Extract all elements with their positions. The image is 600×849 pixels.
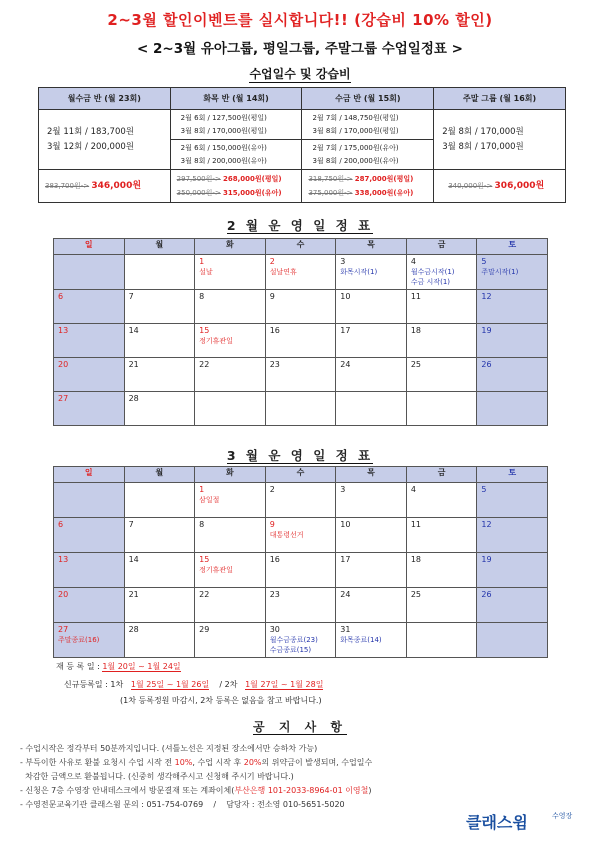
fee-header: 월수금 반 (월 23회) xyxy=(39,88,171,110)
calendar-day xyxy=(54,290,125,324)
calendar-day xyxy=(124,255,195,290)
headline: 2~3월 할인이벤트를 실시합니다!! (강습비 10% 할인) xyxy=(107,11,493,29)
weekday-header: 화 xyxy=(195,467,266,483)
calendar-day xyxy=(265,324,336,358)
calendar-day xyxy=(195,553,266,588)
day-number: 20 xyxy=(58,590,69,599)
day-number: 22 xyxy=(199,360,210,369)
weekday-header: 화 xyxy=(195,239,266,255)
day-number: 20 xyxy=(58,360,69,369)
weekday-header: 월 xyxy=(124,467,195,483)
weekday-header: 수 xyxy=(265,239,336,255)
calendar-day xyxy=(124,324,195,358)
day-number: 1 xyxy=(199,485,205,494)
calendar-day xyxy=(54,588,125,623)
day-number: 10 xyxy=(340,292,351,301)
calendar-day xyxy=(406,518,477,553)
mar-calendar xyxy=(53,466,548,658)
day-number: 23 xyxy=(269,360,280,369)
fee-table xyxy=(38,87,566,203)
day-number: 3 xyxy=(340,257,346,266)
day-event: 삼일절 xyxy=(199,496,220,504)
day-number: 8 xyxy=(199,520,205,529)
day-number: 16 xyxy=(269,555,280,564)
price-cell: 383,700원-> 346,000원 xyxy=(39,170,171,203)
mar-calendar-title: 3 월 운 영 일 정 표 xyxy=(226,448,374,463)
calendar-day xyxy=(336,392,407,426)
day-number: 29 xyxy=(199,625,210,634)
fee-header: 수금 반 (월 15회) xyxy=(302,88,434,110)
calendar-day xyxy=(477,324,548,358)
calendar-week xyxy=(54,553,548,588)
calendar-day xyxy=(195,588,266,623)
weekday-header: 목 xyxy=(336,467,407,483)
day-event: 화목시작(1) xyxy=(340,268,378,276)
feb-calendar xyxy=(53,238,548,426)
day-number: 10 xyxy=(340,520,351,529)
day-event: 월수금시작(1) xyxy=(410,268,455,276)
day-event: 화목종료(14) xyxy=(340,636,382,644)
day-number: 11 xyxy=(410,292,421,301)
day-event: 주말종료(16) xyxy=(58,636,100,644)
day-number: 13 xyxy=(58,326,69,335)
day-number: 28 xyxy=(128,625,139,634)
day-event: 수금종료(15) xyxy=(269,646,312,654)
notice-item: - 부득이한 사유로 환불 요청시 수업 시작 전 10%, 수업 시작 후 20%의 위약금이 발생되며, 수업일수 xyxy=(20,758,373,767)
calendar-day xyxy=(265,358,336,392)
fee-cell: 2월 6회 / 127,500원(평일) 3월 8회 / 170,000원(평일) xyxy=(170,110,302,140)
registration-note: (1차 등록정원 마감시, 2차 등록은 없음을 참고 바랍니다.) xyxy=(120,696,322,705)
day-number: 17 xyxy=(340,326,351,335)
calendar-day xyxy=(54,358,125,392)
day-number: 16 xyxy=(269,326,280,335)
calendar-day xyxy=(336,324,407,358)
fee-header: 주말 그룹 (월 16회) xyxy=(434,88,566,110)
day-number: 27 xyxy=(58,625,69,634)
calendar-day xyxy=(406,255,477,290)
calendar-day xyxy=(265,553,336,588)
calendar-day xyxy=(406,324,477,358)
calendar-day xyxy=(477,553,548,588)
day-number: 12 xyxy=(481,292,492,301)
calendar-day xyxy=(124,588,195,623)
calendar-day xyxy=(336,290,407,324)
calendar-day xyxy=(477,588,548,623)
day-number: 26 xyxy=(481,360,492,369)
calendar-day xyxy=(336,518,407,553)
calendar-week xyxy=(54,392,548,426)
logo: 클래스윔 수영장 xyxy=(466,812,573,832)
calendar-day xyxy=(265,255,336,290)
day-number: 24 xyxy=(340,360,351,369)
calendar-day xyxy=(54,255,125,290)
fee-cell: 2월 7회 / 175,000원(유아) 3월 8회 / 200,000원(유아) xyxy=(302,140,434,170)
calendar-day xyxy=(54,483,125,518)
day-number: 22 xyxy=(199,590,210,599)
calendar-day xyxy=(195,518,266,553)
calendar-day xyxy=(124,623,195,658)
day-event: 수금 시작(1) xyxy=(410,278,451,286)
calendar-day xyxy=(195,290,266,324)
weekday-header: 수 xyxy=(265,467,336,483)
calendar-day xyxy=(265,290,336,324)
calendar-week xyxy=(54,623,548,658)
day-event: 정기휴관일 xyxy=(199,566,233,574)
calendar-day xyxy=(195,392,266,426)
day-number: 7 xyxy=(128,520,134,529)
day-number: 2 xyxy=(269,257,275,266)
day-number: 1 xyxy=(199,257,205,266)
calendar-week xyxy=(54,358,548,392)
calendar-day xyxy=(124,518,195,553)
calendar-week xyxy=(54,290,548,324)
calendar-day xyxy=(477,255,548,290)
calendar-day xyxy=(477,392,548,426)
day-number: 9 xyxy=(269,520,275,529)
notice-item: - 수영전문교육기관 클래스윔 문의 : 051-754-0769 / 담당자 : 전소영 010-5651-5020 xyxy=(20,800,345,809)
calendar-day xyxy=(124,358,195,392)
weekday-header: 금 xyxy=(406,467,477,483)
new-registration: 신규등록일 : 1차 1월 25일 ~ 1월 26일 / 2차 1월 27일 ~ 1월 28일 xyxy=(64,680,324,689)
calendar-day xyxy=(265,588,336,623)
day-number: 2 xyxy=(269,485,275,494)
calendar-week xyxy=(54,324,548,358)
section-title: 수업일수 및 강습비 xyxy=(249,67,351,81)
weekday-header: 월 xyxy=(124,239,195,255)
notice-item: - 신청은 7층 수영장 안내데스크에서 방문결재 또는 계좌이체(부산은행 101-2033-8964-01 이영철) xyxy=(20,786,372,795)
calendar-day xyxy=(406,623,477,658)
fee-header: 화목 반 (월 14회) xyxy=(170,88,302,110)
calendar-day xyxy=(54,518,125,553)
day-number: 24 xyxy=(340,590,351,599)
day-number: 14 xyxy=(128,555,139,564)
day-number: 3 xyxy=(340,485,346,494)
calendar-day xyxy=(195,255,266,290)
day-number: 26 xyxy=(481,590,492,599)
day-number: 12 xyxy=(481,520,492,529)
calendar-day xyxy=(54,553,125,588)
day-number: 18 xyxy=(410,555,421,564)
subtitle: < 2~3월 유아그룹, 평일그룹, 주말그룹 수업일정표 > xyxy=(137,41,463,57)
calendar-day xyxy=(195,358,266,392)
calendar-day xyxy=(124,553,195,588)
calendar-day xyxy=(406,290,477,324)
calendar-day xyxy=(54,623,125,658)
weekday-header: 토 xyxy=(477,467,548,483)
day-number: 11 xyxy=(410,520,421,529)
fee-cell: 2월 11회 / 183,700원 3월 12회 / 200,000원 xyxy=(39,110,171,170)
feb-calendar-title: 2 월 운 영 일 정 표 xyxy=(226,218,374,233)
weekday-header: 토 xyxy=(477,239,548,255)
day-number: 4 xyxy=(410,485,416,494)
day-number: 6 xyxy=(58,292,64,301)
day-number: 31 xyxy=(340,625,351,634)
day-event: 대통령선거 xyxy=(269,531,304,539)
price-cell: 340,000원-> 306,000원 xyxy=(434,170,566,203)
weekday-header: 금 xyxy=(406,239,477,255)
day-number: 23 xyxy=(269,590,280,599)
calendar-day xyxy=(477,483,548,518)
weekday-header: 일 xyxy=(54,239,125,255)
calendar-day xyxy=(406,358,477,392)
calendar-day xyxy=(406,392,477,426)
calendar-day xyxy=(265,518,336,553)
calendar-week xyxy=(54,588,548,623)
calendar-day xyxy=(406,588,477,623)
fee-cell: 2월 6회 / 150,000원(유아) 3월 8회 / 200,000원(유아) xyxy=(170,140,302,170)
day-number: 9 xyxy=(269,292,275,301)
calendar-day xyxy=(195,623,266,658)
price-cell: 297,500원-> 268,000원(평일) 350,000원-> 315,000원(유아) xyxy=(170,170,302,203)
day-number: 30 xyxy=(269,625,280,634)
day-event: 월수금종료(23) xyxy=(269,636,318,644)
day-number: 6 xyxy=(58,520,64,529)
day-number: 13 xyxy=(58,555,69,564)
calendar-day xyxy=(477,623,548,658)
fee-cell: 2월 8회 / 170,000원 3월 8회 / 170,000원 xyxy=(434,110,566,170)
notice-list xyxy=(20,742,580,812)
re-registration: 재 등 록 일 : 1월 20일 ~ 1월 24일 xyxy=(56,662,181,671)
calendar-week xyxy=(54,483,548,518)
calendar-week xyxy=(54,518,548,553)
day-number: 8 xyxy=(199,292,205,301)
day-number: 15 xyxy=(199,555,210,564)
day-number: 19 xyxy=(481,555,492,564)
day-number: 15 xyxy=(199,326,210,335)
day-event: 주말시작(1) xyxy=(481,268,519,276)
day-number: 14 xyxy=(128,326,139,335)
calendar-day xyxy=(477,358,548,392)
day-event: 설날 xyxy=(199,268,213,276)
calendar-day xyxy=(477,290,548,324)
calendar-day xyxy=(336,623,407,658)
notice-item: 차감한 금액으로 환불됩니다. (신중히 생각해주시고 신청해 주시기 바랍니다.) xyxy=(20,772,294,781)
calendar-day xyxy=(406,483,477,518)
calendar-day xyxy=(124,483,195,518)
day-number: 18 xyxy=(410,326,421,335)
calendar-day xyxy=(124,392,195,426)
day-number: 27 xyxy=(58,394,69,403)
day-number: 28 xyxy=(128,394,139,403)
weekday-header: 일 xyxy=(54,467,125,483)
fee-cell: 2월 7회 / 148,750원(평일) 3월 8회 / 170,000원(평일) xyxy=(302,110,434,140)
calendar-day xyxy=(195,483,266,518)
calendar-day xyxy=(336,255,407,290)
calendar-week xyxy=(54,255,548,290)
calendar-day xyxy=(54,392,125,426)
price-cell: 318,750원-> 287,000원(평일) 375,000원-> 338,000원(유아) xyxy=(302,170,434,203)
day-number: 4 xyxy=(410,257,416,266)
weekday-header: 목 xyxy=(336,239,407,255)
calendar-day xyxy=(265,483,336,518)
day-event: 설날연휴 xyxy=(269,268,297,276)
calendar-day xyxy=(406,553,477,588)
day-event: 정기휴관일 xyxy=(199,337,233,345)
notice-item: - 수업시작은 정각부터 50분까지입니다. (셔틀노선은 지정된 장소에서만 승하차 가능) xyxy=(20,744,318,753)
calendar-day xyxy=(265,623,336,658)
calendar-day xyxy=(195,324,266,358)
calendar-day xyxy=(477,518,548,553)
day-number: 5 xyxy=(481,257,487,266)
calendar-day xyxy=(336,483,407,518)
calendar-day xyxy=(54,324,125,358)
day-number: 19 xyxy=(481,326,492,335)
day-number: 25 xyxy=(410,360,421,369)
calendar-day xyxy=(336,358,407,392)
calendar-day xyxy=(265,392,336,426)
day-number: 25 xyxy=(410,590,421,599)
day-number: 21 xyxy=(128,590,139,599)
notice-title: 공 지 사 항 xyxy=(253,720,347,734)
day-number: 17 xyxy=(340,555,351,564)
calendar-day xyxy=(336,588,407,623)
calendar-day xyxy=(336,553,407,588)
day-number: 5 xyxy=(481,485,487,494)
day-number: 21 xyxy=(128,360,139,369)
calendar-day xyxy=(124,290,195,324)
day-number: 7 xyxy=(128,292,134,301)
